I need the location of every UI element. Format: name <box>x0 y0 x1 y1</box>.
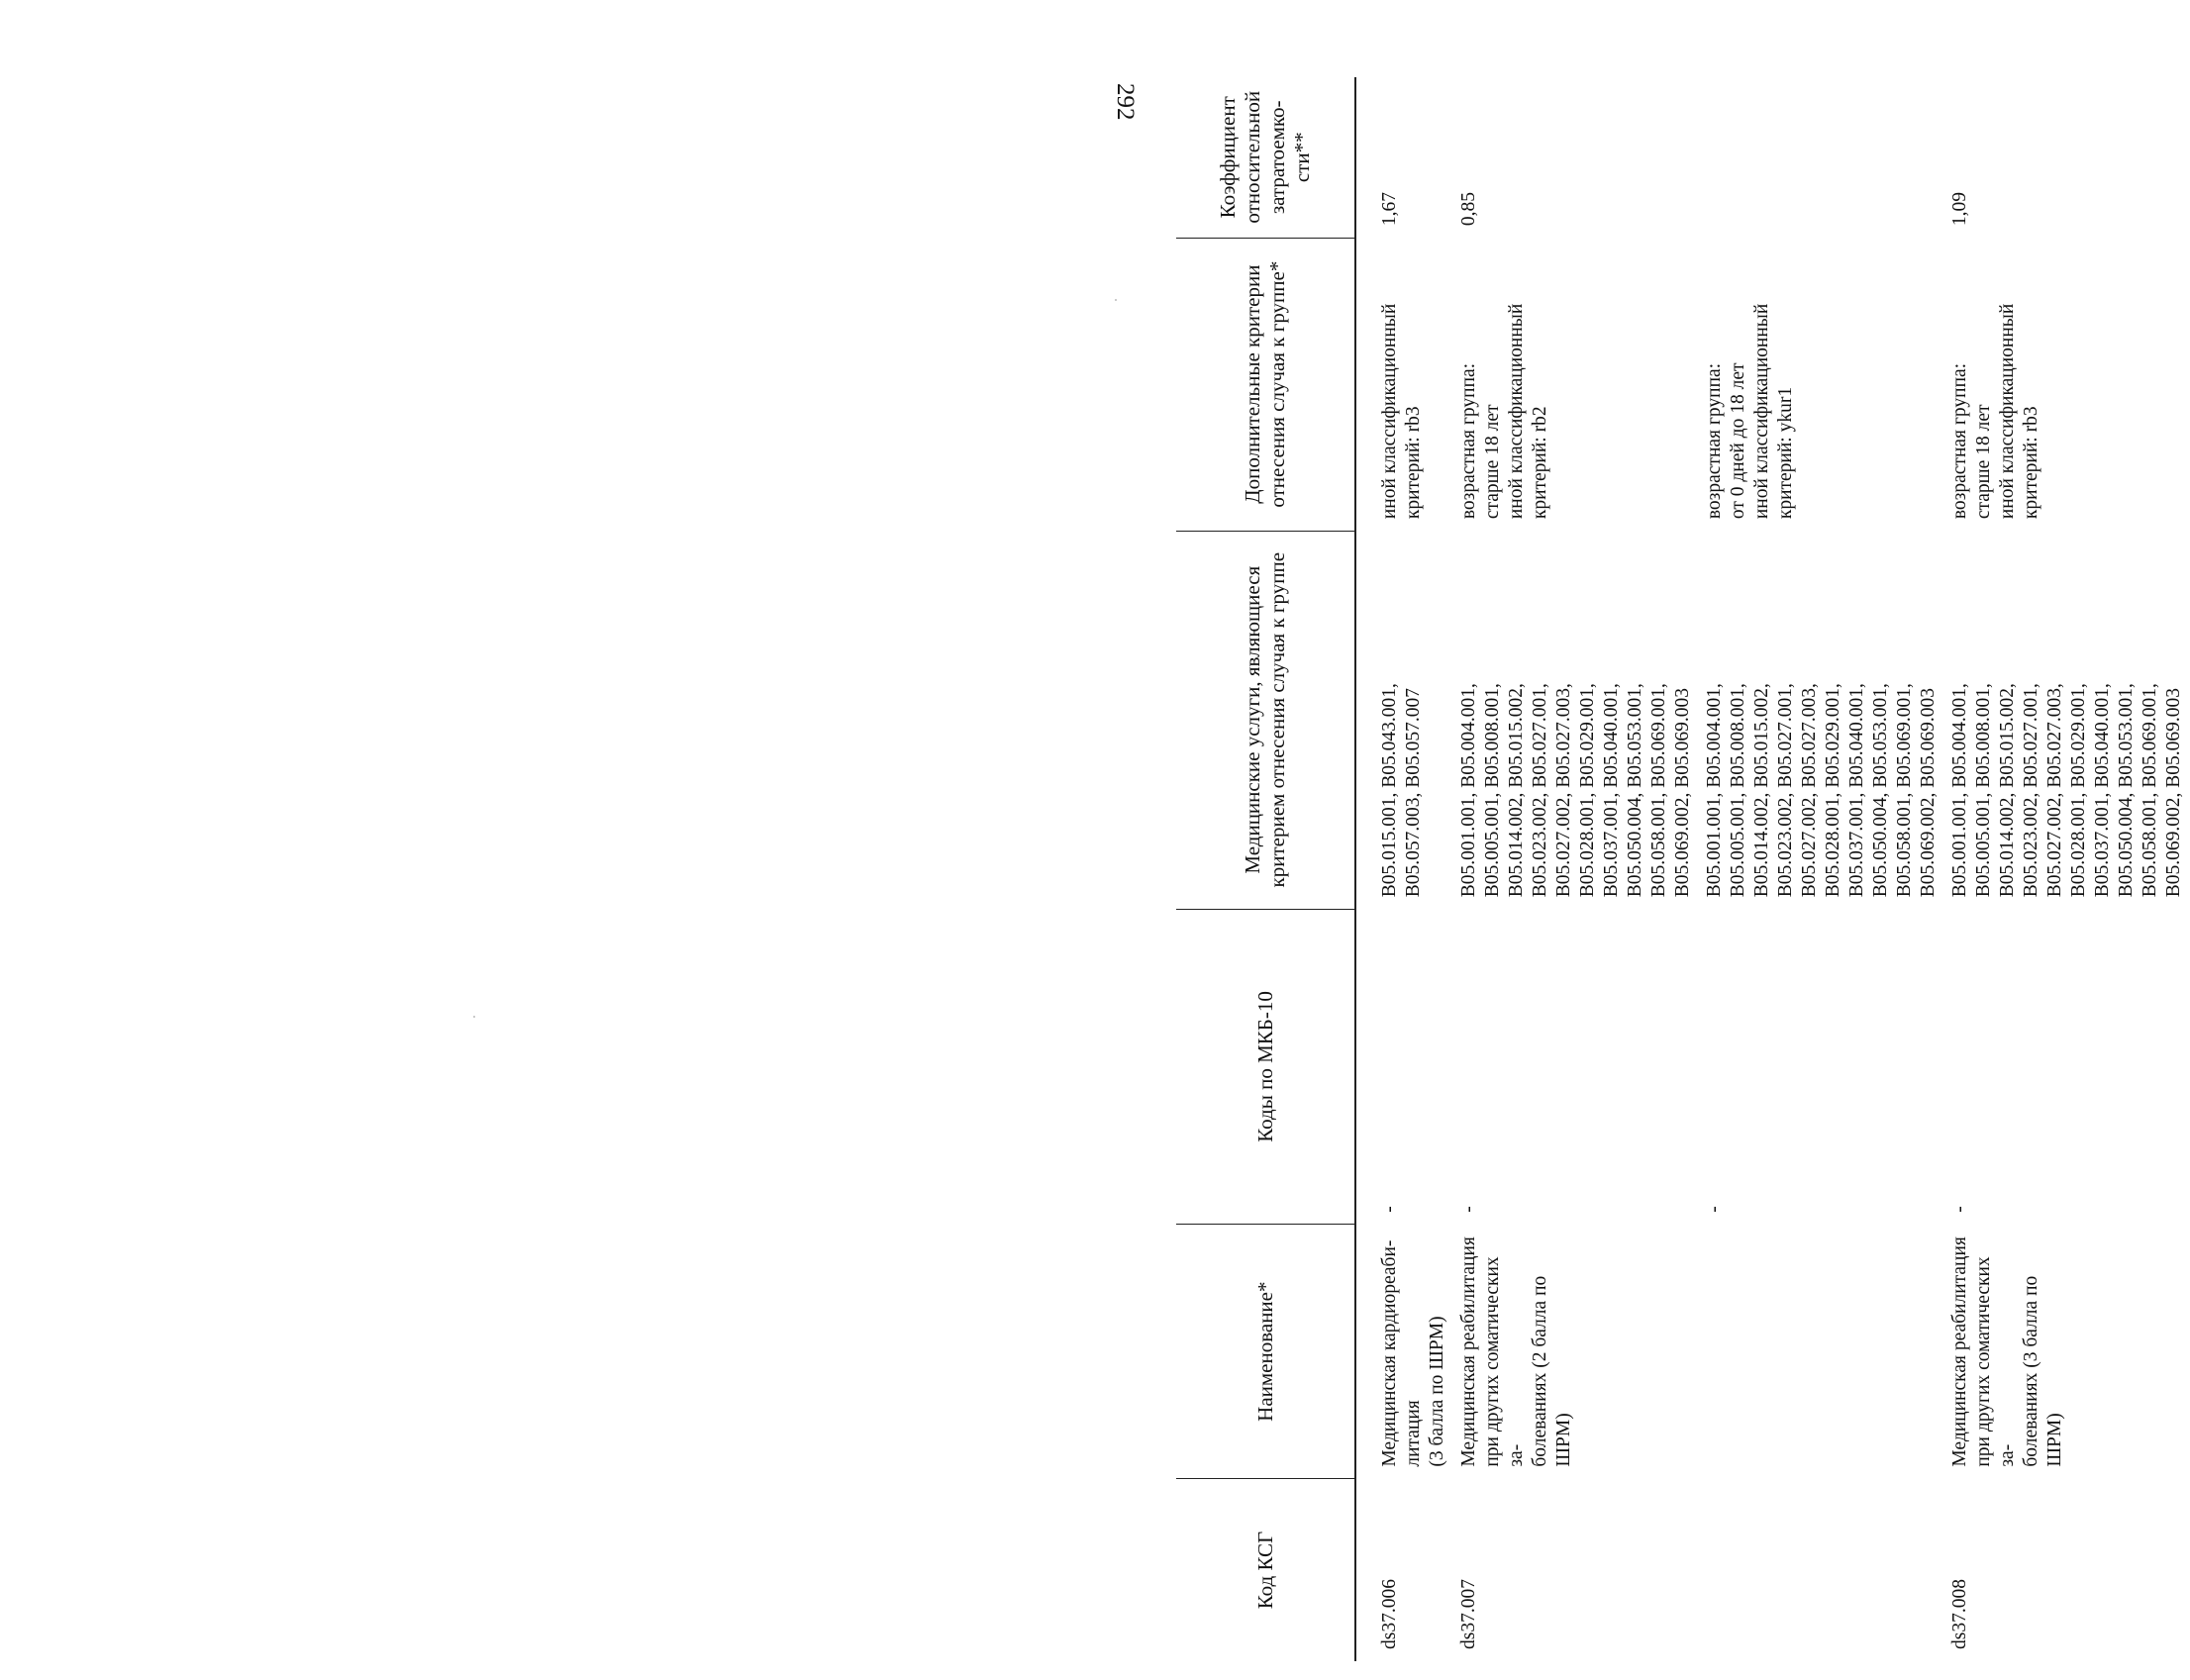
cell-code: ds37.006 <box>1379 1579 1400 1649</box>
cell-services: B05.001.001, B05.004.001, B05.005.001, B05.008.001, B05.014.002, B05.015.002, B05.023.002, B05.027.001, B05.027.002, B05.027.003, B05.028.001, B05.029.001, B05.037.001, B05.040.001, B05.050.004, B05.053.001, B05.058.001, B05.069.001, B05.069.002, B05.069.003 <box>1458 683 1693 898</box>
cell-additional: возрастная группа: старше 18 лет иной классификационный критерий: rb2 <box>1458 303 1550 520</box>
cell-name <box>1699 1225 1944 1479</box>
cell-code: ds37.007 <box>1458 1579 1479 1649</box>
header-coefficient: Коэффициент относительной затратоемко-сти** <box>1176 77 1355 238</box>
header-services: Медицинские услуги, являющиеся критерием отнесения случая к группе <box>1176 531 1355 909</box>
cell-coefficient: 1,67 <box>1379 191 1400 227</box>
table-row <box>1453 77 1699 1661</box>
cell-services: B05.015.001, B05.043.001, B05.057.003, B05.057.007 <box>1379 683 1424 898</box>
cell-coefficient <box>1699 77 1944 238</box>
header-name: Наименование* <box>1176 1225 1355 1479</box>
cell-name: Медицинская реабилитация при других соматических за- болеваниях (3 балла по ШРМ) <box>1949 1236 2065 1467</box>
table-header-row <box>1176 77 1355 1661</box>
table-row <box>1944 77 2190 1661</box>
header-mkb: Коды по МКБ-10 <box>1176 909 1355 1224</box>
cell-code <box>1699 1479 1944 1661</box>
cell-mkb: - <box>1704 1206 1725 1213</box>
header-additional: Дополнительные критерии отнесения случая к группе* <box>1176 238 1355 531</box>
cell-coefficient: 0,85 <box>1458 191 1479 227</box>
cell-mkb: - <box>1458 1206 1479 1213</box>
table-row <box>1699 77 1944 1661</box>
scan-speck <box>473 1016 475 1018</box>
cell-additional: возрастная группа: старше 18 лет иной классификационный критерий: rb3 <box>1949 303 2041 520</box>
cell-coefficient: 1,09 <box>1949 191 1970 227</box>
cell-additional: возрастная группа: от 0 дней до 18 лет иной классификационный критерий: ykur1 <box>1704 303 1796 520</box>
cell-services: B05.001.001, B05.004.001, B05.005.001, B05.008.001, B05.014.002, B05.015.002, B05.023.002, B05.027.001, B05.027.002, B05.027.003, B05.028.001, B05.029.001, B05.037.001, B05.040.001, B05.050.004, B05.053.001, B05.058.001, B05.069.001, B05.069.002, B05.069.003 <box>1704 683 1939 898</box>
cell-mkb: - <box>1379 1206 1400 1213</box>
cell-name: Медицинская реабилитация при других соматических за- болеваниях (2 балла по ШРМ) <box>1458 1236 1574 1467</box>
header-code: Код КСГ <box>1176 1479 1355 1661</box>
cell-additional: иной классификационный критерий: rb3 <box>1379 303 1424 520</box>
scan-speck <box>1115 299 1117 301</box>
page-number: 292 <box>1112 83 1139 121</box>
table-row <box>1355 77 1453 1661</box>
cell-name: Медицинская кардиореаби- литация (3 балла по ШРМ) <box>1379 1239 1447 1467</box>
cell-services: B05.001.001, B05.004.001, B05.005.001, B05.008.001, B05.014.002, B05.015.002, B05.023.002, B05.027.001, B05.027.002, B05.027.003, B05.028.001, B05.029.001, B05.037.001, B05.040.001, B05.050.004, B05.053.001, B05.058.001, B05.069.001, B05.069.002, B05.069.003 <box>1949 683 2184 898</box>
cell-mkb: - <box>1949 1206 1970 1213</box>
ksg-table <box>1176 77 2190 1661</box>
cell-code: ds37.008 <box>1949 1579 1970 1649</box>
rotated-table-container <box>1176 77 2184 1661</box>
